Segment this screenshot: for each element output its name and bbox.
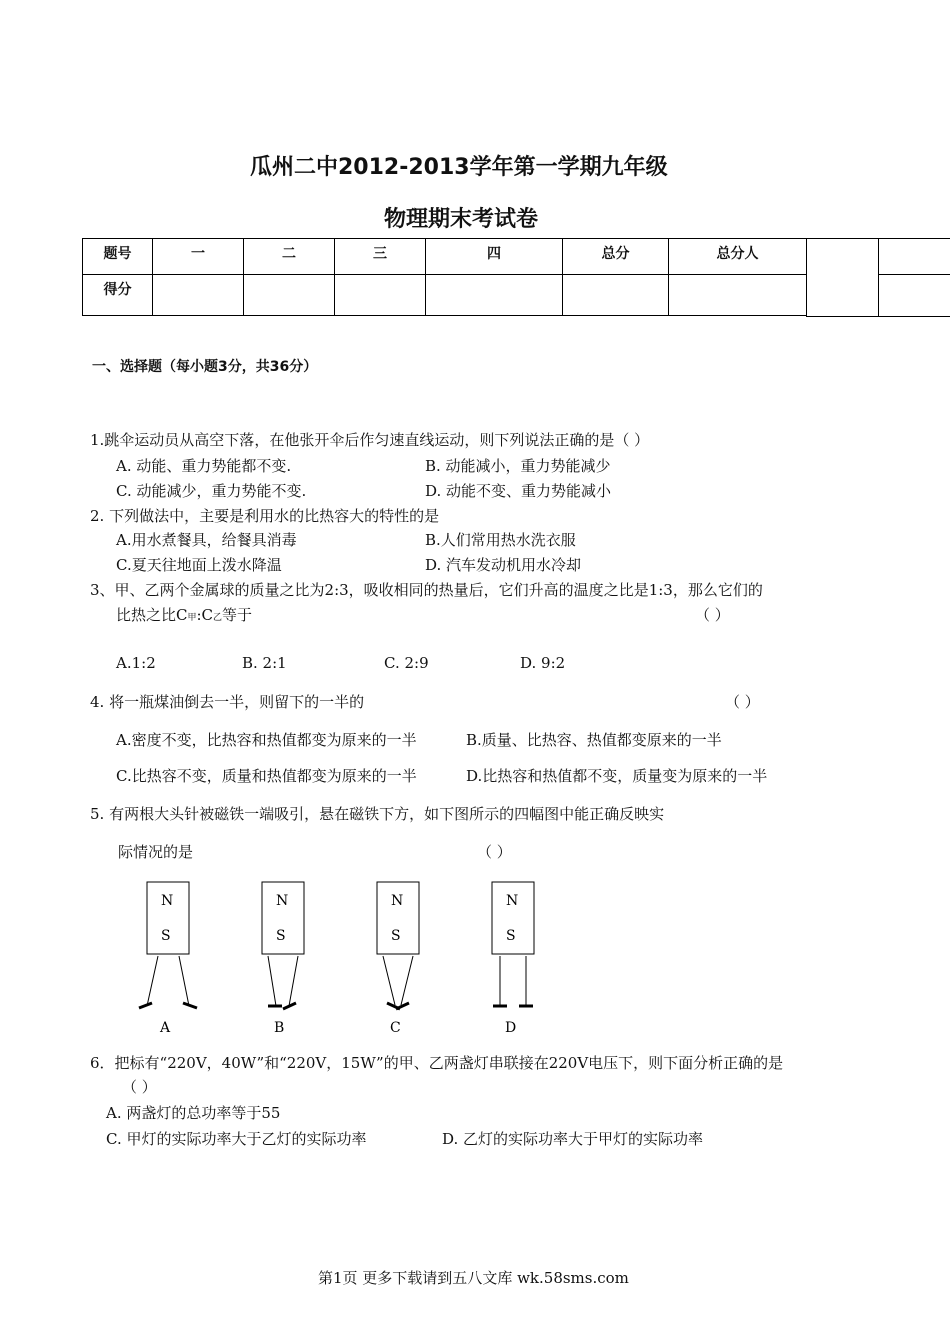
magnet-a-n: N: [161, 893, 174, 909]
score-table-extension: [806, 238, 879, 317]
question-3-option-b: B. 2:1: [242, 654, 287, 672]
magnet-b-n: N: [276, 893, 289, 909]
score-header-cell: 二: [244, 239, 335, 275]
q3-subscript: 乙: [213, 613, 223, 623]
score-header-cell: 一: [153, 239, 244, 275]
question-5-bracket: （ ）: [477, 843, 512, 861]
q3-text: 等于: [222, 606, 253, 624]
question-1-stem: 1.跳伞运动员从高空下落，在他张开伞后作匀速直线运动，则下列说法正确的是（ ）: [90, 431, 650, 449]
section-heading: 一、选择题（每小题3分，共36分）: [92, 359, 318, 375]
question-4-option-c: C.比热容不变，质量和热值都变为原来的一半: [116, 767, 417, 785]
page-footer: 第1页 更多下载请到五八文库 wk.58sms.com: [318, 1269, 629, 1287]
question-1-option-c: C. 动能减少，重力势能不变.: [116, 482, 307, 500]
magnet-a-s: S: [161, 928, 171, 944]
magnet-b-label: B: [274, 1020, 285, 1036]
question-1-option-b: B. 动能减小，重力势能减少: [425, 457, 611, 475]
question-1-option-d: D. 动能不变、重力势能减小: [425, 482, 612, 500]
q3-text: 比热之比C: [116, 606, 188, 624]
question-3-option-c: C. 2:9: [384, 654, 429, 672]
question-4-bracket: （ ）: [725, 693, 760, 711]
question-6-option-a: A. 两盏灯的总功率等于55: [106, 1104, 281, 1122]
question-4-stem: 4. 将一瓶煤油倒去一半，则留下的一半的: [90, 693, 365, 711]
question-2-stem: 2. 下列做法中，主要是利用水的比热容大的特性的是: [90, 507, 440, 525]
divider: [878, 274, 950, 275]
question-5-stem: 5. 有两根大头针被磁铁一端吸引，悬在磁铁下方，如下图所示的四幅图中能正确反映实: [90, 805, 665, 823]
score-table-extension: [878, 238, 950, 317]
magnet-a-label: A: [160, 1020, 171, 1036]
question-4-option-d: D.比热容和热值都不变，质量变为原来的一半: [466, 767, 768, 785]
magnet-d-s: S: [506, 928, 516, 944]
magnet-d-n: N: [506, 893, 519, 909]
pin-head: [183, 1003, 197, 1008]
score-header-cell: 总分人: [669, 239, 807, 275]
magnet-c-label: C: [390, 1020, 401, 1036]
question-2-option-c: C.夏天往地面上泼水降温: [116, 556, 282, 574]
score-row-label: 得分: [83, 275, 153, 316]
pin-c-left: [383, 956, 395, 1005]
question-2-option-d: D. 汽车发动机用水冷却: [425, 556, 582, 574]
exam-title-line1: 瓜州二中2012-2013学年第一学期九年级: [250, 155, 668, 180]
score-cell: [669, 275, 807, 316]
question-5-stem-line2: 际情况的是: [118, 843, 194, 861]
pin-c-right: [401, 956, 413, 1005]
question-3-stem-line2: [116, 604, 252, 625]
score-cell: [426, 275, 563, 316]
question-6-bracket: （ ）: [122, 1078, 157, 1096]
question-2-option-b: B.人们常用热水洗衣服: [425, 531, 576, 549]
question-1-option-a: A. 动能、重力势能都不变.: [116, 457, 292, 475]
question-3-option-a: A.1:2: [116, 654, 156, 672]
magnet-diagram: [0, 870, 950, 1040]
exam-title-line2: 物理期末考试卷: [384, 207, 539, 232]
question-4-option-a: A.密度不变，比热容和热值都变为原来的一半: [116, 731, 417, 749]
q3-text: :C: [196, 606, 214, 624]
score-cell: [563, 275, 669, 316]
pin-a-right: [179, 956, 189, 1006]
magnet-c-n: N: [391, 893, 404, 909]
magnet-d-label: D: [505, 1020, 517, 1036]
question-2-option-a: A.用水煮餐具，给餐具消毒: [116, 531, 297, 549]
score-table: [82, 238, 807, 316]
question-3-option-d: D. 9:2: [520, 654, 566, 672]
score-header-cell: 总分: [563, 239, 669, 275]
question-6-stem: 6．把标有“220V，40W”和“220V，15W”的甲、乙两盏灯串联接在220V电压下，则下面分析正确的是: [90, 1054, 784, 1072]
magnet-b-s: S: [276, 928, 286, 944]
question-3-bracket: （ ）: [695, 606, 730, 624]
score-cell: [335, 275, 426, 316]
question-3-stem: 3、甲、乙两个金属球的质量之比为2:3，吸收相同的热量后，它们升高的温度之比是1:3，那么它们的: [90, 581, 763, 599]
pin-b-left: [268, 956, 276, 1006]
pin-head: [396, 1003, 409, 1009]
score-cell: [244, 275, 335, 316]
question-6-option-d: D. 乙灯的实际功率大于甲灯的实际功率: [442, 1130, 704, 1148]
question-4-option-b: B.质量、比热容、热值都变原来的一半: [466, 731, 722, 749]
score-header-cell: 题号: [83, 239, 153, 275]
pin-a-left: [147, 956, 158, 1006]
pin-b-right: [289, 956, 298, 1006]
magnet-c-s: S: [391, 928, 401, 944]
score-header-cell: 三: [335, 239, 426, 275]
q3-subscript: 甲: [187, 613, 197, 623]
score-cell: [153, 275, 244, 316]
question-6-option-c: C. 甲灯的实际功率大于乙灯的实际功率: [106, 1130, 367, 1148]
pin-head: [139, 1003, 152, 1008]
score-header-cell: 四: [426, 239, 563, 275]
